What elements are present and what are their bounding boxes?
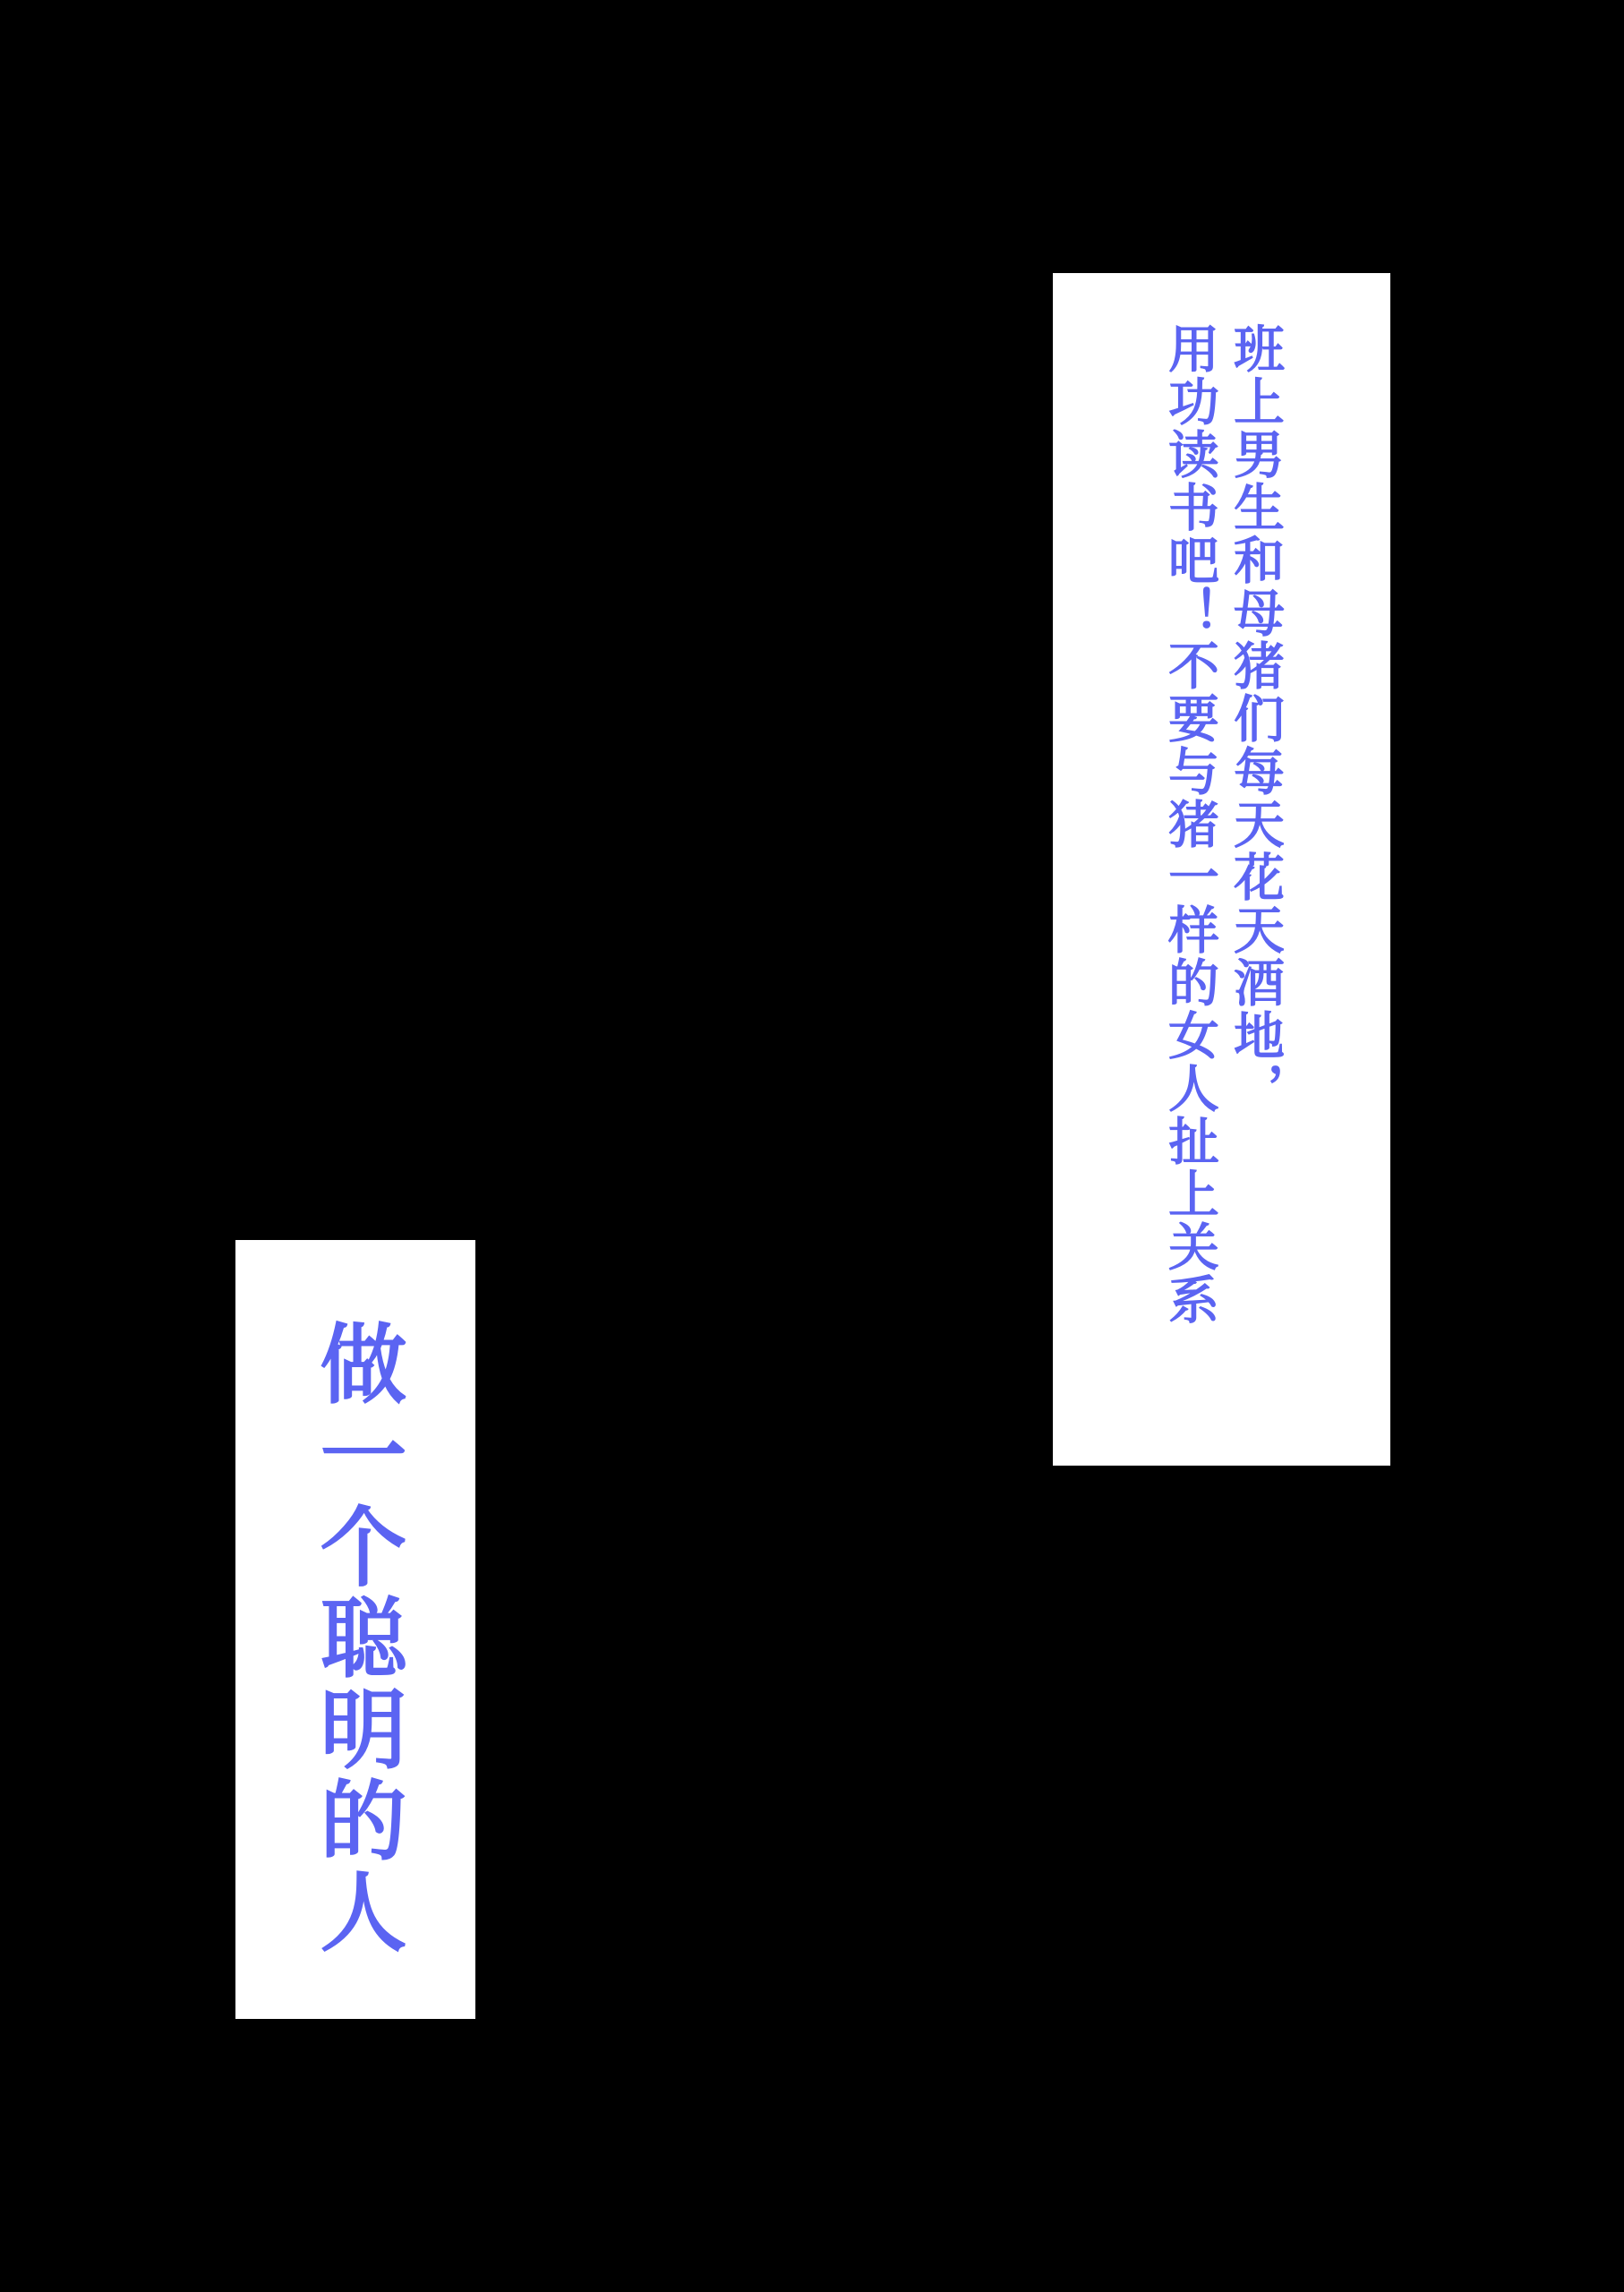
text-line: 用功读书吧！不要与猪一样的女人扯上关系	[1159, 322, 1219, 1326]
text-line: 班上男生和母猪们每天花天酒地，	[1225, 322, 1285, 1115]
vertical-text-block-bottom-left	[306, 1319, 405, 1958]
speech-panel-bottom-left	[235, 1240, 475, 2019]
speech-panel-top-right	[1053, 273, 1390, 1466]
vertical-text-block-top-right	[1157, 322, 1287, 1326]
text-line: 做一个聪明的人	[305, 1319, 406, 1958]
